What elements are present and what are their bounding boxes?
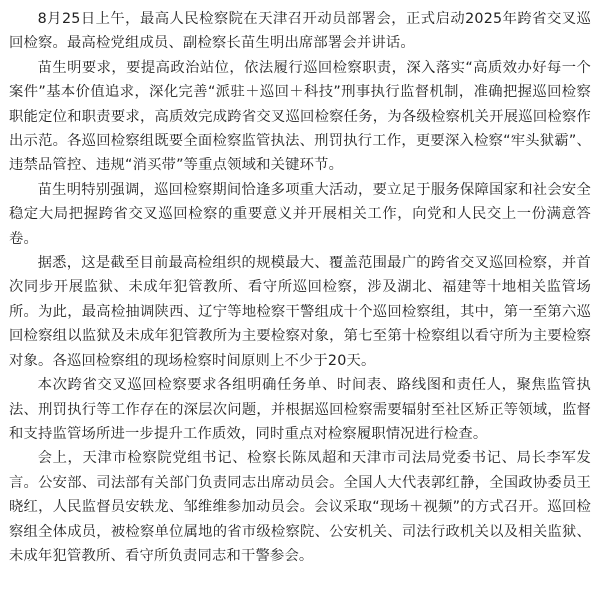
paragraph-4: 据悉，这是截至目前最高检组织的规模最大、覆盖范围最广的跨省交叉巡回检察，并首次同步开展监狱、未成年犯管教所、看守所巡回检察，涉及湖北、福建等十地相关监管场所。为此，最高检抽调陕西、辽宁等地检察干警组成十个巡回检察组，其中，第一至第六巡回检察组以监狱及未成年犯管教所为主要检察对象，第七至第十检察组以看守所为主要检察对象。各巡回检察组的现场检察时间原则上不少于20天。 bbox=[9, 255, 591, 369]
paragraph-2: 苗生明要求，要提高政治站位，依法履行巡回检察职责，深入落实“高质效办好每一个案件”基本价值追求，深化完善“派驻＋巡回＋科技”刑事执行监督机制，准确把握巡回检察职能定位和职责要求，高质效完成跨省交叉巡回检察任务，为各级检察机关开展巡回检察作出示范。各巡回检察组既要全面检察监管执法、刑罚执行工作，更要深入检察“牢头狱霸”、违禁品管控、违规“消买带”等重点领域和关键环节。 bbox=[9, 59, 591, 174]
paragraph-6: 会上，天津市检察院党组书记、检察长陈凤超和天津市司法局党委书记、局长李军发言。公安部、司法部有关部门负责同志出席动员会。全国人大代表郭红静，全国政协委员王晓红，人民监督员安轶龙、邹维维参加动员会。会议采取“现场＋视频”的方式召开。巡回检察组全体成员，被检察单位属地的省市级检察院、公安机关、司法行政机关以及相关监狱、未成年犯管教所、看守所负责同志和干警参会。 bbox=[9, 450, 591, 564]
paragraph-3: 苗生明特别强调，巡回检察期间恰逢多项重大活动，要立足于服务保障国家和社会安全稳定大局把握跨省交叉巡回检察的重要意义并开展相关工作，向党和人民交上一份满意答卷。 bbox=[9, 181, 591, 247]
paragraph-5: 本次跨省交叉巡回检察要求各组明确任务单、时间表、路线图和责任人，聚焦监管执法、刑罚执行等工作存在的深层次问题，并根据巡回检察需要辐射至社区矫正等领域，监督和支持监管场所进一步提升工作质效，同时重点对检察履职情况进行检查。 bbox=[9, 377, 591, 442]
paragraph-1: 8月25日上午，最高人民检察院在天津召开动员部署会，正式启动2025年跨省交叉巡回检察。最高检党组成员、副检察长苗生明出席部署会并讲话。 bbox=[9, 11, 591, 52]
